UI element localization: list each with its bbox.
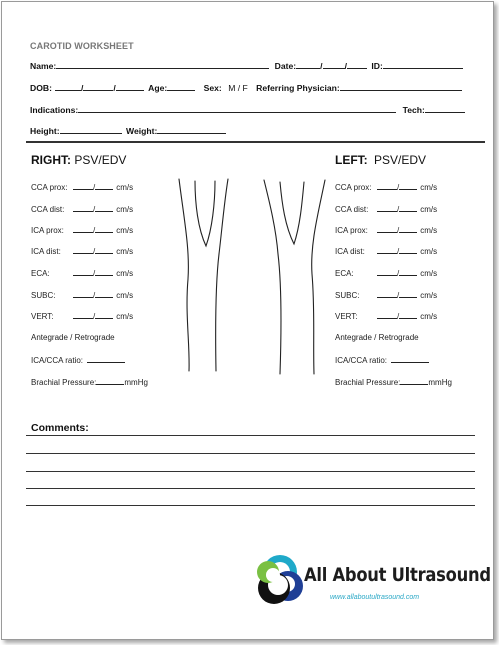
left-carotid-outer-left: [264, 180, 281, 374]
edv-field[interactable]: [399, 182, 417, 190]
name-row: Name: Date: / / ID:: [30, 59, 463, 71]
age-field[interactable]: [167, 81, 195, 91]
psv-field[interactable]: [73, 268, 96, 278]
psv-field[interactable]: [377, 182, 400, 192]
left-carotid-outer-right: [312, 180, 325, 374]
measurement-label: VERT:: [31, 312, 54, 321]
measurement-label: ECA:: [31, 269, 50, 278]
measurement-label: CCA prox:: [31, 183, 68, 192]
measurement-label: ICA dist:: [31, 247, 61, 256]
right-measurement-row: [31, 290, 133, 300]
psv-edv-separator: /: [93, 269, 96, 278]
left-ratio-row: ICA/CCA ratio:: [335, 355, 429, 365]
measurement-unit: cm/s: [116, 291, 134, 300]
left-brachial-field[interactable]: [400, 377, 428, 385]
left-measurement-row: [335, 182, 437, 192]
measurement-label: CCA prox:: [335, 183, 372, 192]
measurement-label: ICA dist:: [335, 247, 365, 256]
comment-line[interactable]: [26, 488, 475, 489]
psv-field[interactable]: [73, 225, 96, 235]
psv-field[interactable]: [73, 204, 96, 214]
edv-field[interactable]: [399, 246, 417, 254]
left-ratio-field[interactable]: [391, 355, 429, 363]
edv-field[interactable]: [95, 225, 113, 233]
comment-line[interactable]: [26, 435, 475, 436]
comments-label: Comments:: [31, 422, 89, 434]
height-field[interactable]: [60, 124, 122, 134]
psv-edv-separator: /: [93, 247, 96, 256]
right-ratio-field[interactable]: [87, 355, 125, 363]
measurement-unit: cm/s: [420, 269, 438, 278]
psv-edv-separator: /: [93, 205, 96, 214]
measurement-label: ICA prox:: [31, 226, 64, 235]
left-measurement-row: [335, 225, 437, 235]
dob-day-field[interactable]: [83, 81, 113, 91]
right-measurement-row: [31, 204, 133, 214]
psv-field[interactable]: [377, 290, 400, 300]
measurement-unit: cm/s: [116, 226, 134, 235]
left-measurement-row: [335, 268, 437, 278]
right-measurement-row: [31, 225, 133, 235]
measurement-unit: cm/s: [420, 226, 438, 235]
psv-edv-separator: /: [397, 247, 400, 256]
indications-row: [30, 103, 465, 115]
psv-edv-separator: /: [93, 312, 96, 321]
edv-field[interactable]: [95, 311, 113, 319]
measurement-unit: cm/s: [420, 312, 438, 321]
psv-field[interactable]: [377, 268, 400, 278]
worksheet-page: [1, 1, 494, 640]
left-brachial-row: Brachial Pressure: mmHg: [335, 378, 452, 387]
edv-field[interactable]: [399, 290, 417, 298]
psv-edv-separator: /: [397, 226, 400, 235]
id-label: ID:: [371, 61, 383, 71]
sex-label: Sex:: [203, 83, 222, 93]
dob-label: DOB:: [30, 83, 52, 93]
height-weight-row: [30, 124, 226, 136]
psv-edv-separator: /: [397, 183, 400, 192]
comment-line[interactable]: [26, 505, 475, 506]
name-label: Name:: [30, 61, 57, 71]
left-direction[interactable]: Antegrade / Retrograde: [335, 333, 419, 342]
weight-field[interactable]: [157, 124, 226, 134]
psv-field[interactable]: [377, 246, 400, 256]
right-measurement-row: [31, 246, 133, 256]
psv-edv-separator: /: [397, 291, 400, 300]
left-side-title: LEFT: PSV/EDV: [335, 153, 427, 167]
edv-field[interactable]: [95, 204, 113, 212]
date-year-field[interactable]: [347, 59, 367, 69]
edv-field[interactable]: [95, 290, 113, 298]
measurement-label: SUBC:: [335, 291, 360, 300]
worksheet-title: CAROTID WORKSHEET: [30, 41, 134, 51]
edv-field[interactable]: [95, 268, 113, 276]
psv-edv-separator: /: [93, 291, 96, 300]
carotid-diagram: [172, 174, 332, 379]
edv-field[interactable]: [399, 311, 417, 319]
psv-edv-separator: /: [93, 226, 96, 235]
psv-field[interactable]: [377, 204, 400, 214]
right-brachial-row: Brachial Pressure: mmHg: [31, 378, 148, 387]
measurement-label: VERT:: [335, 312, 358, 321]
logo-url[interactable]: www.allaboutultrasound.com: [330, 594, 420, 601]
measurement-unit: cm/s: [420, 247, 438, 256]
measurement-unit: cm/s: [116, 269, 134, 278]
comment-line[interactable]: [26, 471, 475, 472]
ultrasound-logo-icon: [254, 550, 310, 608]
referring-physician-field[interactable]: [340, 81, 462, 91]
right-carotid-bifurcation: [195, 181, 215, 246]
edv-field[interactable]: [95, 182, 113, 190]
psv-field[interactable]: [73, 290, 96, 300]
comment-line[interactable]: [26, 453, 475, 454]
left-carotid-bifurcation: [280, 182, 304, 244]
right-measurement-row: [31, 311, 133, 321]
psv-edv-separator: /: [397, 269, 400, 278]
edv-field[interactable]: [399, 225, 417, 233]
psv-field[interactable]: [377, 225, 400, 235]
psv-edv-separator: /: [397, 205, 400, 214]
left-measurement-row: [335, 246, 437, 256]
sex-options[interactable]: M / F: [228, 83, 248, 93]
measurement-unit: cm/s: [420, 183, 438, 192]
edv-field[interactable]: [399, 268, 417, 276]
date-day-field[interactable]: [323, 59, 345, 69]
left-measurement-row: [335, 311, 437, 321]
measurement-unit: cm/s: [420, 205, 438, 214]
right-direction[interactable]: Antegrade / Retrograde: [31, 333, 115, 342]
right-measurement-row: [31, 268, 133, 278]
right-brachial-field[interactable]: [96, 377, 124, 385]
psv-edv-separator: /: [397, 312, 400, 321]
measurement-unit: cm/s: [116, 247, 134, 256]
date-label: Date:: [274, 61, 297, 71]
psv-field[interactable]: [73, 246, 96, 256]
referring-physician-label: Referring Physician:: [256, 83, 340, 93]
psv-edv-separator: /: [93, 183, 96, 192]
id-field[interactable]: [383, 59, 463, 69]
edv-field[interactable]: [95, 246, 113, 254]
left-measurement-row: [335, 204, 437, 214]
measurement-label: ECA:: [335, 269, 354, 278]
right-carotid-outer-left: [179, 179, 189, 371]
measurement-label: CCA dist:: [31, 205, 65, 214]
measurement-unit: cm/s: [116, 183, 134, 192]
header-divider: [26, 141, 485, 143]
edv-field[interactable]: [399, 204, 417, 212]
left-measurement-row: [335, 290, 437, 300]
right-ratio-row: ICA/CCA ratio:: [31, 355, 125, 365]
age-label: Age:: [148, 83, 168, 93]
right-measurement-row: [31, 182, 133, 192]
measurement-unit: cm/s: [116, 312, 134, 321]
date-month-field[interactable]: [296, 59, 320, 69]
indications-field[interactable]: [78, 103, 396, 113]
right-carotid-outer-right: [216, 179, 228, 371]
tech-field[interactable]: [425, 103, 465, 113]
psv-field[interactable]: [73, 311, 96, 321]
measurement-label: ICA prox:: [335, 226, 368, 235]
measurement-label: CCA dist:: [335, 205, 369, 214]
dob-month-field[interactable]: [55, 81, 81, 91]
psv-field[interactable]: [377, 311, 400, 321]
measurement-unit: cm/s: [420, 291, 438, 300]
logo-brand-name: All About Ultrasound: [304, 564, 491, 586]
name-field[interactable]: [56, 59, 269, 69]
measurement-unit: cm/s: [116, 205, 134, 214]
psv-field[interactable]: [73, 182, 96, 192]
right-side-title: RIGHT: PSV/EDV: [31, 153, 127, 167]
dob-year-field[interactable]: [116, 81, 144, 91]
height-label: Height:: [30, 126, 60, 136]
indications-label: Indications:: [30, 105, 79, 115]
weight-label: Weight:: [126, 126, 158, 136]
dob-row: DOB: / / Age: Sex: M / F Referring Physician:: [30, 81, 462, 93]
measurement-label: SUBC:: [31, 291, 56, 300]
tech-label: Tech:: [402, 105, 425, 115]
